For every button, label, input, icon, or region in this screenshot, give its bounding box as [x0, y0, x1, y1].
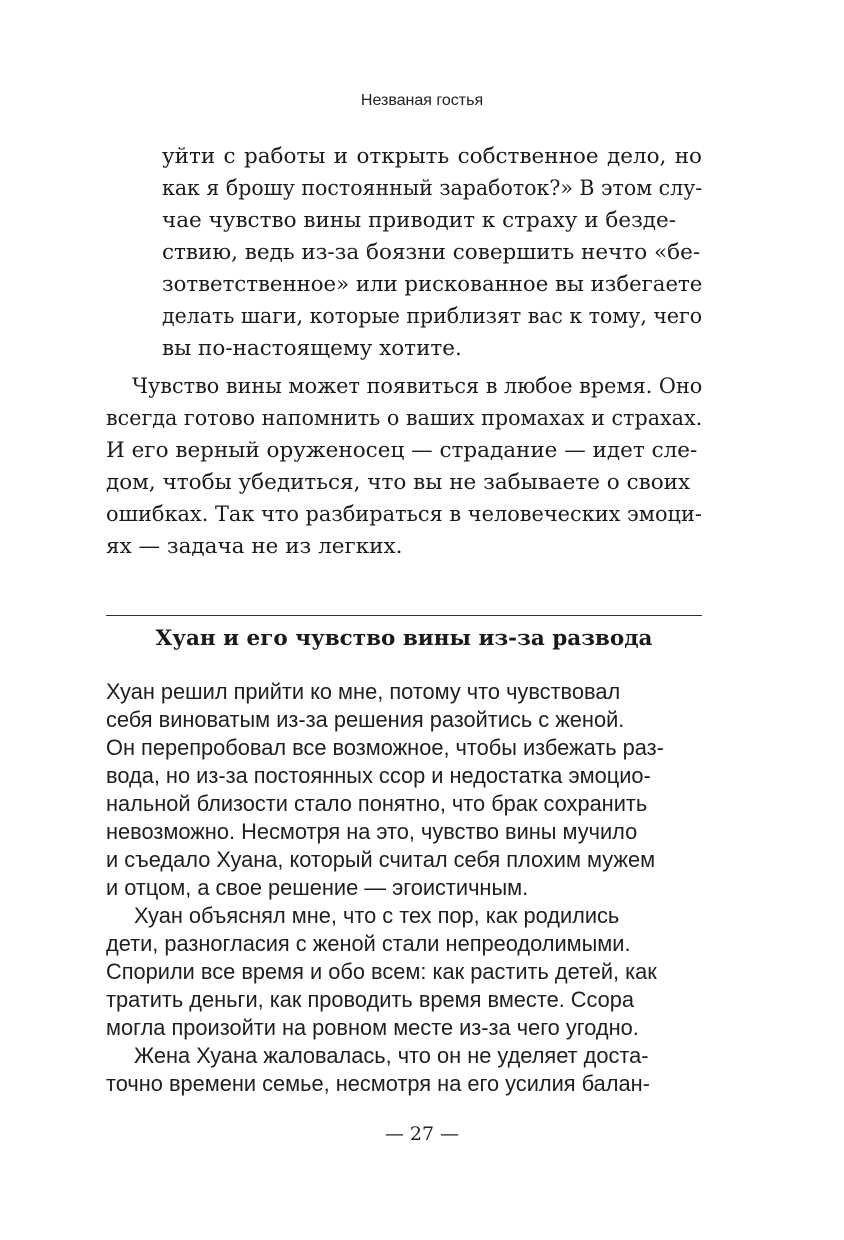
case-line: Жена Хуана жаловалась, что он не уделяет доста- [134, 1043, 649, 1068]
paragraph-line: И его верный оруженосец — страдание — идет сле- [106, 438, 698, 463]
quote-line: ствию, ведь из-за боязни совершить нечто «бе- [162, 240, 701, 265]
paragraph-line: ошибках. Так что разбираться в человеческих эмоци- [106, 502, 702, 527]
paragraph-line: всегда готово напомнить о ваших промахах и страхах. [106, 406, 703, 431]
case-line: тратить деньги, как проводить время вместе. Ссора [106, 987, 635, 1012]
paragraph-line: ях — задача не из легких. [106, 534, 403, 559]
quote-line: уйти с работы и открыть собственное дело, но [162, 144, 702, 169]
case-line: Он перепробовал все возможное, чтобы избежать раз- [106, 735, 664, 760]
quote-line: зответственное» или рискованное вы избегаете [162, 272, 703, 297]
case-study-heading: Хуан и его чувство вины из-за развода [155, 626, 653, 651]
case-line: и съедало Хуана, который считал себя плохим мужем [106, 847, 656, 872]
section-divider [106, 615, 702, 616]
case-line: могла произойти на ровном месте из-за чего угодно. [106, 1015, 639, 1040]
quote-line: делать шаги, которые приблизят вас к тому, чего [162, 304, 703, 329]
quote-line: как я брошу постоянный заработок?» В этом слу- [162, 176, 703, 201]
case-line: вода, но из-за постоянных ссор и недостатка эмоцио- [106, 763, 651, 788]
case-line: точно времени семье, несмотря на его усилия балан- [106, 1071, 650, 1096]
running-head: Незваная гостья [360, 92, 484, 109]
case-line: нальной близости стало понятно, что брак сохранить [106, 791, 648, 816]
case-line: невозможно. Несмотря на это, чувство вины мучило [106, 819, 638, 844]
case-line: Спорили все время и обо всем: как растить детей, как [106, 959, 657, 984]
page-number: — 27 — [384, 1123, 460, 1145]
quote-line: чае чувство вины приводит к страху и безде- [162, 208, 677, 233]
paragraph-line: Чувство вины может появиться в любое время. Оно [132, 374, 703, 399]
case-line: Хуан решил прийти ко мне, потому что чувствовал [106, 679, 621, 704]
quote-line: вы по-настоящему хотите. [162, 336, 462, 361]
case-line: и отцом, а свое решение — эгоистичным. [106, 875, 529, 900]
case-line: себя виноватым из-за решения разойтись с женой. [106, 707, 625, 732]
case-line: дети, разногласия с женой стали непреодолимыми. [106, 931, 631, 956]
case-line: Хуан объяснял мне, что с тех пор, как родились [134, 903, 620, 928]
paragraph-line: дом, чтобы убедиться, что вы не забываете о своих [106, 470, 691, 495]
